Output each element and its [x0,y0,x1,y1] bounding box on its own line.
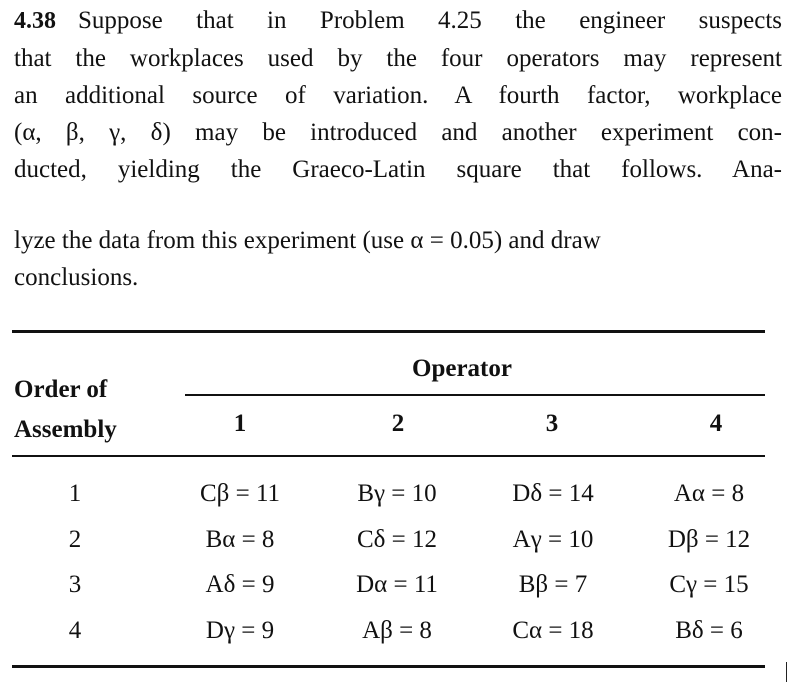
table-cell: Dγ = 9 [205,617,275,644]
column-header-1: 1 [233,410,247,437]
row-order-2: 2 [68,526,82,553]
row-order-3: 3 [68,571,82,598]
continuation-line-2: conclusions. [14,264,139,291]
operator-rule [185,394,765,396]
table-cell: Aβ = 8 [362,617,432,644]
table-cell: Dδ = 14 [512,480,594,507]
table-cell: Bβ = 7 [518,571,588,598]
table-cell: Bδ = 6 [675,617,743,644]
table-cell: Cβ = 11 [199,480,281,507]
column-group-header: Operator [412,355,512,382]
row-header: Order of Assembly [14,376,117,443]
problem-statement [14,2,782,188]
table-bottom-rule [12,665,765,668]
problem-line-5: ducted, yielding the Graeco-Latin square that follows. Ana- [14,156,782,183]
row-order-4: 4 [68,617,82,644]
table-cell: Dα = 11 [356,571,438,598]
problem-line-1: 4.38 Suppose that in Problem 4.25 the engineer suspects [14,7,782,34]
table-cell: Aγ = 10 [512,526,594,553]
column-header-4: 4 [709,410,723,437]
table-cell: Aα = 8 [673,480,745,507]
table-cell: Aδ = 9 [205,571,275,598]
row-order-1: 1 [68,480,82,507]
problem-line-3: an additional source of variation. A fourth factor, workplace [14,82,782,109]
problem-line-4: (α, β, γ, δ) may be introduced and another experiment con- [14,119,782,146]
problem-continuation [14,222,782,296]
table-cell: Bα = 8 [205,526,275,553]
problem-number: 4.38 [14,8,56,34]
column-header-2: 2 [391,410,405,437]
table-cell: Cα = 18 [512,617,594,644]
header-rule [12,455,765,457]
problem-line-2: that the workplaces used by the four operators may represent [14,45,782,72]
table-cell: Dβ = 12 [667,526,751,553]
column-header-3: 3 [545,410,559,437]
table-cell: Cδ = 12 [356,526,438,553]
table-top-rule [12,330,765,333]
table-cell: Bγ = 10 [357,480,437,507]
table-cell: Cγ = 15 [669,571,749,598]
continuation-line-1: lyze the data from this experiment (use α = 0.05) and draw [14,227,601,254]
